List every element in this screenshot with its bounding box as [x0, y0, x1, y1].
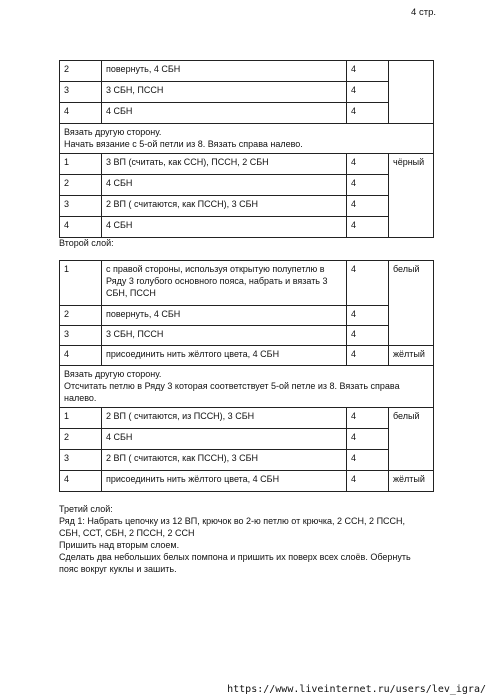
- row-instruction: 4 СБН: [102, 175, 347, 196]
- table-row: [60, 217, 434, 238]
- row-count: 4: [347, 82, 389, 103]
- watermark-url: https://www.liveinternet.ru/users/lev_igra/: [227, 684, 486, 695]
- note-row: [60, 366, 434, 408]
- row-number: 4: [60, 103, 102, 124]
- row-count: 4: [347, 217, 389, 238]
- row-number: 2: [60, 306, 102, 326]
- table-row: [60, 196, 434, 217]
- row-instruction: присоединить нить жёлтого цвета, 4 СБН: [102, 346, 347, 366]
- row-count: 4: [347, 61, 389, 82]
- table-row: [60, 103, 434, 124]
- row-count: 4: [347, 103, 389, 124]
- color-cell: жёлтый: [389, 471, 434, 492]
- note-line: Вязать другую сторону.: [64, 369, 162, 379]
- row-count: 4: [347, 306, 389, 326]
- row-count: 4: [347, 261, 389, 306]
- note-cell: [60, 124, 434, 154]
- row-number: 2: [60, 429, 102, 450]
- table-row: [60, 82, 434, 103]
- note-line: Вязать другую сторону.: [64, 127, 162, 137]
- row-number: 1: [60, 261, 102, 306]
- color-cell: жёлтый: [389, 346, 434, 366]
- row-number: 4: [60, 217, 102, 238]
- row-number: 4: [60, 471, 102, 492]
- page-number: 4 стр.: [411, 7, 436, 18]
- third-layer-line: СБН, ССТ, СБН, 2 ПССН, 2 ССН: [59, 528, 195, 538]
- row-count: 4: [347, 196, 389, 217]
- table-row: [60, 261, 434, 306]
- third-layer-title: Третий слой:: [59, 504, 113, 514]
- row-count: 4: [347, 429, 389, 450]
- row-instruction: 4 СБН: [102, 217, 347, 238]
- third-layer-line: Сделать два небольших белых помпона и пришить их поверх всех слоёв. Обернуть: [59, 552, 411, 562]
- row-count: 4: [347, 326, 389, 346]
- color-cell: чёрный: [389, 154, 434, 238]
- row-instruction: 4 СБН: [102, 103, 347, 124]
- note-cell: [60, 366, 434, 408]
- color-cell-empty: [389, 61, 434, 124]
- row-count: 4: [347, 154, 389, 175]
- second-layer-title: Второй слой:: [59, 238, 114, 248]
- table-row: [60, 471, 434, 492]
- row-number: 4: [60, 346, 102, 366]
- note-line: Начать вязание с 5-ой петли из 8. Вязать справа налево.: [64, 139, 303, 149]
- row-instruction: 3 СБН, ПССН: [102, 326, 347, 346]
- third-layer-line: Ряд 1: Набрать цепочку из 12 ВП, крючок во 2-ю петлю от крючка, 2 ССН, 2 ПССН,: [59, 516, 406, 526]
- row-instruction: 3 СБН, ПССН: [102, 82, 347, 103]
- table-row: [60, 326, 434, 346]
- row-instruction: 2 ВП ( считаются, как ПССН), 3 СБН: [102, 196, 347, 217]
- row-count: 4: [347, 408, 389, 429]
- row-number: 3: [60, 82, 102, 103]
- table-row: [60, 61, 434, 82]
- third-layer-line: пояс вокруг куклы и зашить.: [59, 564, 177, 574]
- row-number: 1: [60, 408, 102, 429]
- row-instruction: 2 ВП ( считаются, как ПССН), 3 СБН: [102, 450, 347, 471]
- third-layer-line: Пришить над вторым слоем.: [59, 540, 180, 550]
- table-row: [60, 429, 434, 450]
- third-layer-section: [59, 503, 439, 575]
- row-instruction: повернуть, 4 СБН: [102, 61, 347, 82]
- note-line: Отсчитать петлю в Ряду 3 которая соответствует 5-ой петле из 8. Вязать справа налево.: [64, 381, 400, 403]
- pattern-table-1: [59, 60, 434, 238]
- row-number: 3: [60, 196, 102, 217]
- row-instruction: 2 ВП ( считаются, из ПССН), 3 СБН: [102, 408, 347, 429]
- row-instruction: с правой стороны, используя открытую полупетлю в Ряду 3 голубого основного пояса, набрать и вязать 3 СБН, ПССН: [102, 261, 347, 306]
- note-row: [60, 124, 434, 154]
- color-cell: белый: [389, 261, 434, 346]
- row-number: 2: [60, 61, 102, 82]
- table-row: [60, 175, 434, 196]
- row-instruction: присоединить нить жёлтого цвета, 4 СБН: [102, 471, 347, 492]
- row-count: 4: [347, 175, 389, 196]
- row-instruction: 3 ВП (считать, как ССН), ПССН, 2 СБН: [102, 154, 347, 175]
- row-count: 4: [347, 471, 389, 492]
- row-count: 4: [347, 450, 389, 471]
- row-number: 3: [60, 450, 102, 471]
- row-number: 2: [60, 175, 102, 196]
- row-instruction: повернуть, 4 СБН: [102, 306, 347, 326]
- row-number: 3: [60, 326, 102, 346]
- row-number: 1: [60, 154, 102, 175]
- row-count: 4: [347, 346, 389, 366]
- pattern-table-2: [59, 260, 434, 492]
- table-row: [60, 450, 434, 471]
- table-row: [60, 346, 434, 366]
- table-row: [60, 154, 434, 175]
- table-row: [60, 306, 434, 326]
- row-instruction: 4 СБН: [102, 429, 347, 450]
- table-row: [60, 408, 434, 429]
- color-cell: белый: [389, 408, 434, 471]
